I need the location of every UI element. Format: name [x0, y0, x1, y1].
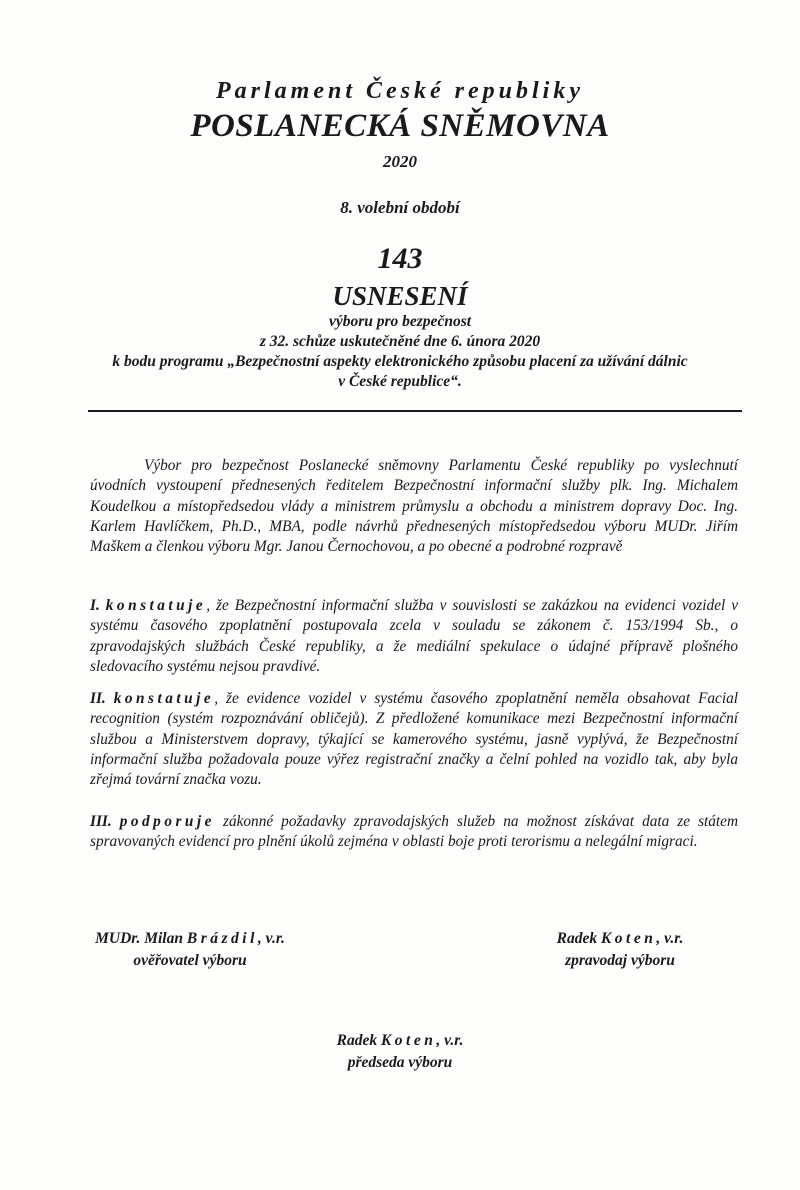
point-numeral: II. — [90, 690, 106, 707]
header-divider — [88, 410, 742, 412]
signature-role: předseda výboru — [347, 1054, 453, 1071]
chamber-heading: POSLANECKÁ SNĚMOVNA — [190, 108, 610, 144]
signature-name: MUDr. Milan Brázdil, v.r. — [95, 930, 285, 947]
agenda-line-2: v České republice“. — [338, 373, 462, 390]
signature-name: Radek Koten, v.r. — [336, 1032, 464, 1049]
committee-name: výboru pro bezpečnost — [328, 313, 472, 330]
agenda-line-1: k bodu programu „Bezpečnostní aspekty elektronického způsobu placení za užívání dálnic — [112, 353, 688, 370]
point-numeral: I. — [90, 597, 100, 614]
point-verb: konstatuje — [105, 597, 207, 614]
point-text: zákonné požadavky zpravodajských služeb na možnost získávat data ze státem spravovaných evidencí pro plnění úkolů zejména v oblasti boje proti terorismu a nelegální migraci. — [90, 813, 739, 851]
year: 2020 — [383, 152, 417, 171]
electoral-term: 8. volební období — [340, 198, 460, 217]
point-verb: podporuje — [119, 813, 215, 830]
resolution-point-3 — [90, 812, 738, 853]
resolution-point-1 — [90, 596, 738, 677]
signature-rapporteur — [510, 928, 730, 972]
resolution-number: 143 — [377, 242, 423, 275]
signature-role: zpravodaj výboru — [565, 952, 675, 969]
session-info: z 32. schůze uskutečněné dne 6. února 2020 — [259, 333, 541, 350]
signature-chair — [280, 1030, 520, 1074]
resolution-title: USNESENÍ — [332, 281, 468, 311]
signature-verifier — [70, 928, 310, 972]
signature-role: ověřovatel výboru — [133, 952, 247, 969]
intro-paragraph: Výbor pro bezpečnost Poslanecké sněmovny Parlamentu České republiky po vyslechnutí úvodních vystoupení přednesených ředitelem Bezpečnostní informační služby plk. Ing. Michalem Koudelkou a místopředsedou vlády a ministrem průmyslu a obchodu a ministrem dopravy Doc. Ing. Karlem Havlíčkem, Ph.D., MBA, podle návrhů přednesených místopředsedou výboru MUDr. Jiřím Maškem a členkou výboru Mgr. Janou Černochovou, a po obecné a podrobné rozpravě — [90, 457, 738, 556]
point-verb: konstatuje — [113, 690, 215, 707]
point-text: , že Bezpečnostní informační služba v souvislosti se zakázkou na evidenci vozidel v systému časového zpoplatnění postupovala zcela v souladu se zákonem č. 153/1994 Sb., o zpravodajských službách České republiky, a že mediální spekulace o údajné přípravě plošného sledovacího systému nejsou pravdivé. — [90, 597, 738, 675]
resolution-point-2 — [90, 689, 738, 790]
parliament-heading: Parlament České republiky — [216, 78, 584, 104]
point-numeral: III. — [90, 813, 112, 830]
point-text: , že evidence vozidel v systému časového zpoplatnění neměla obsahovat Facial recognition (systém rozpoznávání obličejů). Z předložené komunikace mezi Bezpečnostní informační službou a Ministerstvem dopravy, týkající se kamerového systému, jasně vyplývá, že Bezpečnostní informační služba požadovala pouze výřez registrační značky a čelní pohled na vozidlo tak, aby byla zřejmá tovární značka vozu. — [90, 690, 738, 789]
signature-name: Radek Koten, v.r. — [556, 930, 684, 947]
